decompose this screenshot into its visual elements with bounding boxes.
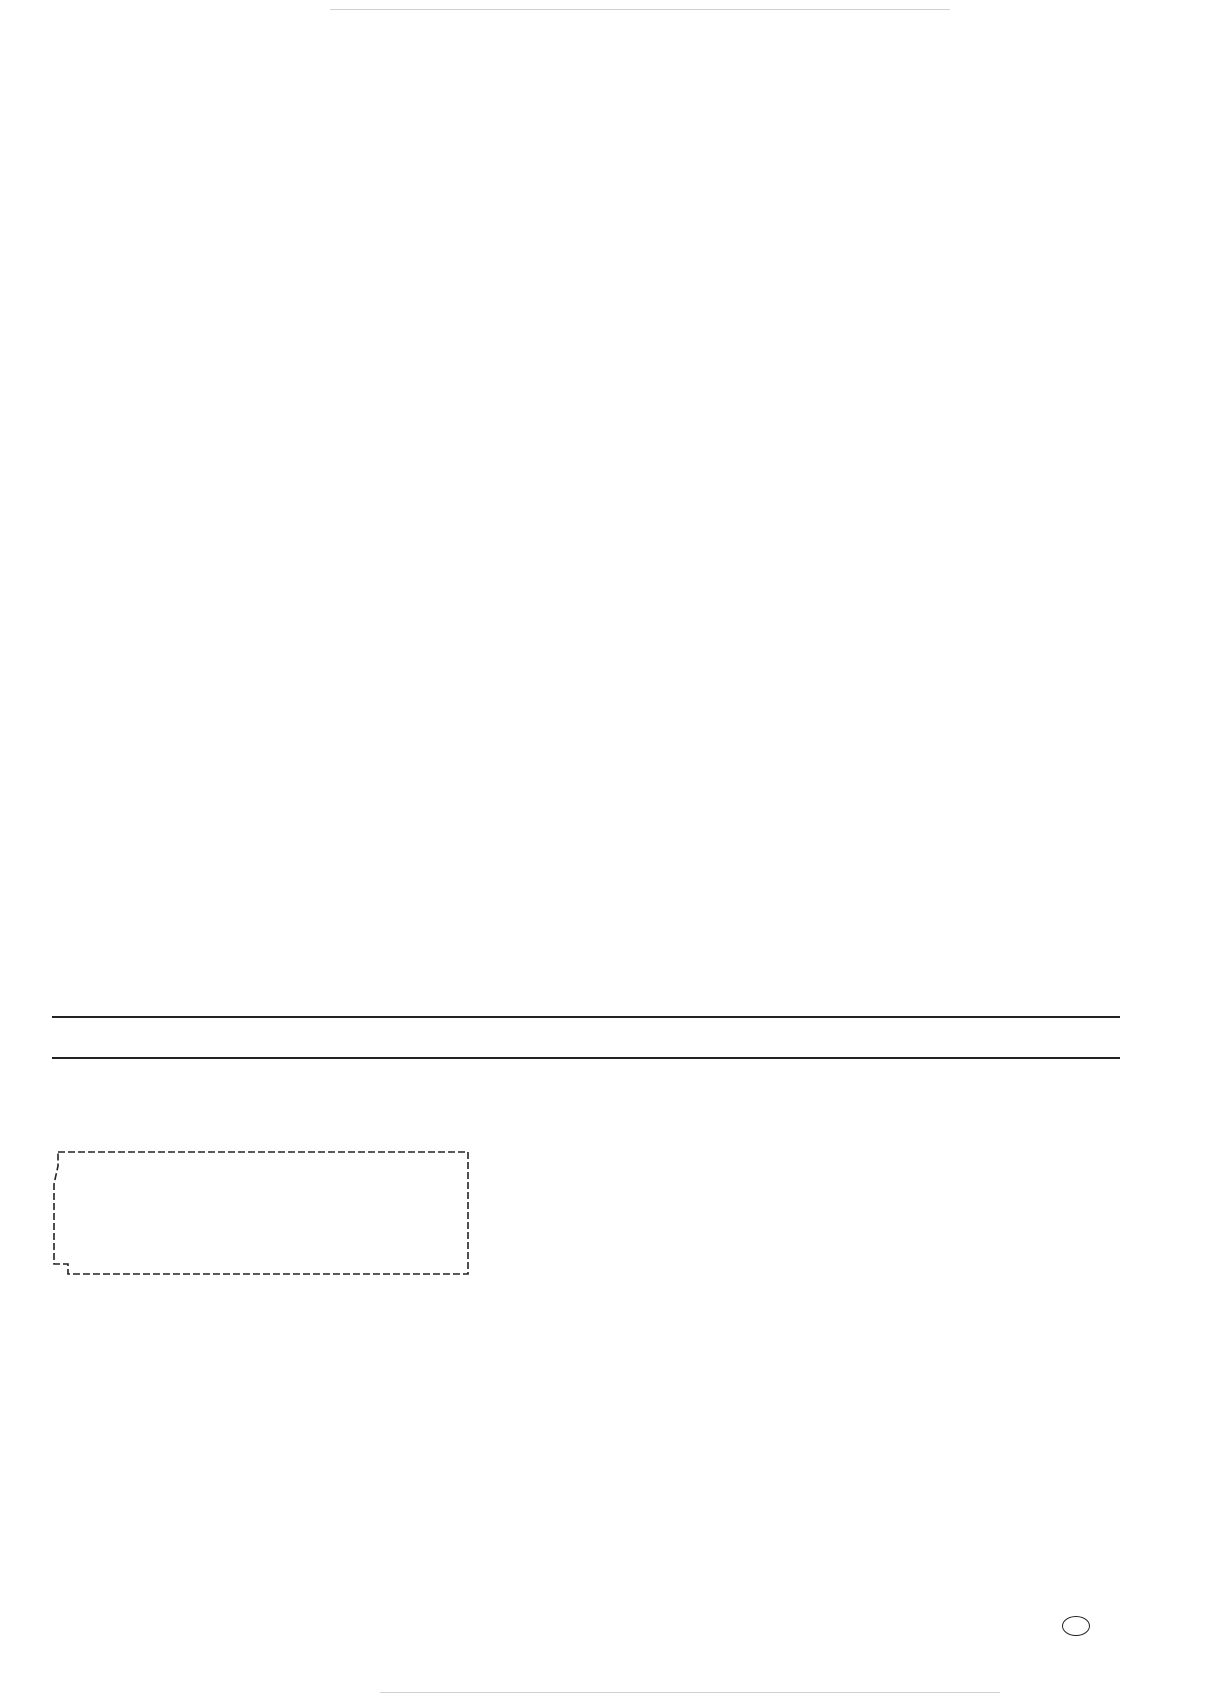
divider-top	[52, 1016, 1120, 1018]
scan-artifact-bottom	[380, 1692, 1000, 1693]
language-badge-icon	[1062, 1616, 1090, 1636]
divider-bottom	[52, 1057, 1120, 1059]
generalita-section	[54, 264, 1134, 286]
scan-artifact-top	[330, 9, 950, 10]
video-heading	[54, 571, 1134, 593]
audio-heading	[54, 703, 1134, 725]
audio-section	[54, 703, 1134, 725]
page-number-block	[1062, 1616, 1098, 1636]
video-section	[54, 571, 1134, 593]
connector-outline	[54, 1152, 468, 1274]
scart-connector-diagram	[48, 1146, 478, 1282]
